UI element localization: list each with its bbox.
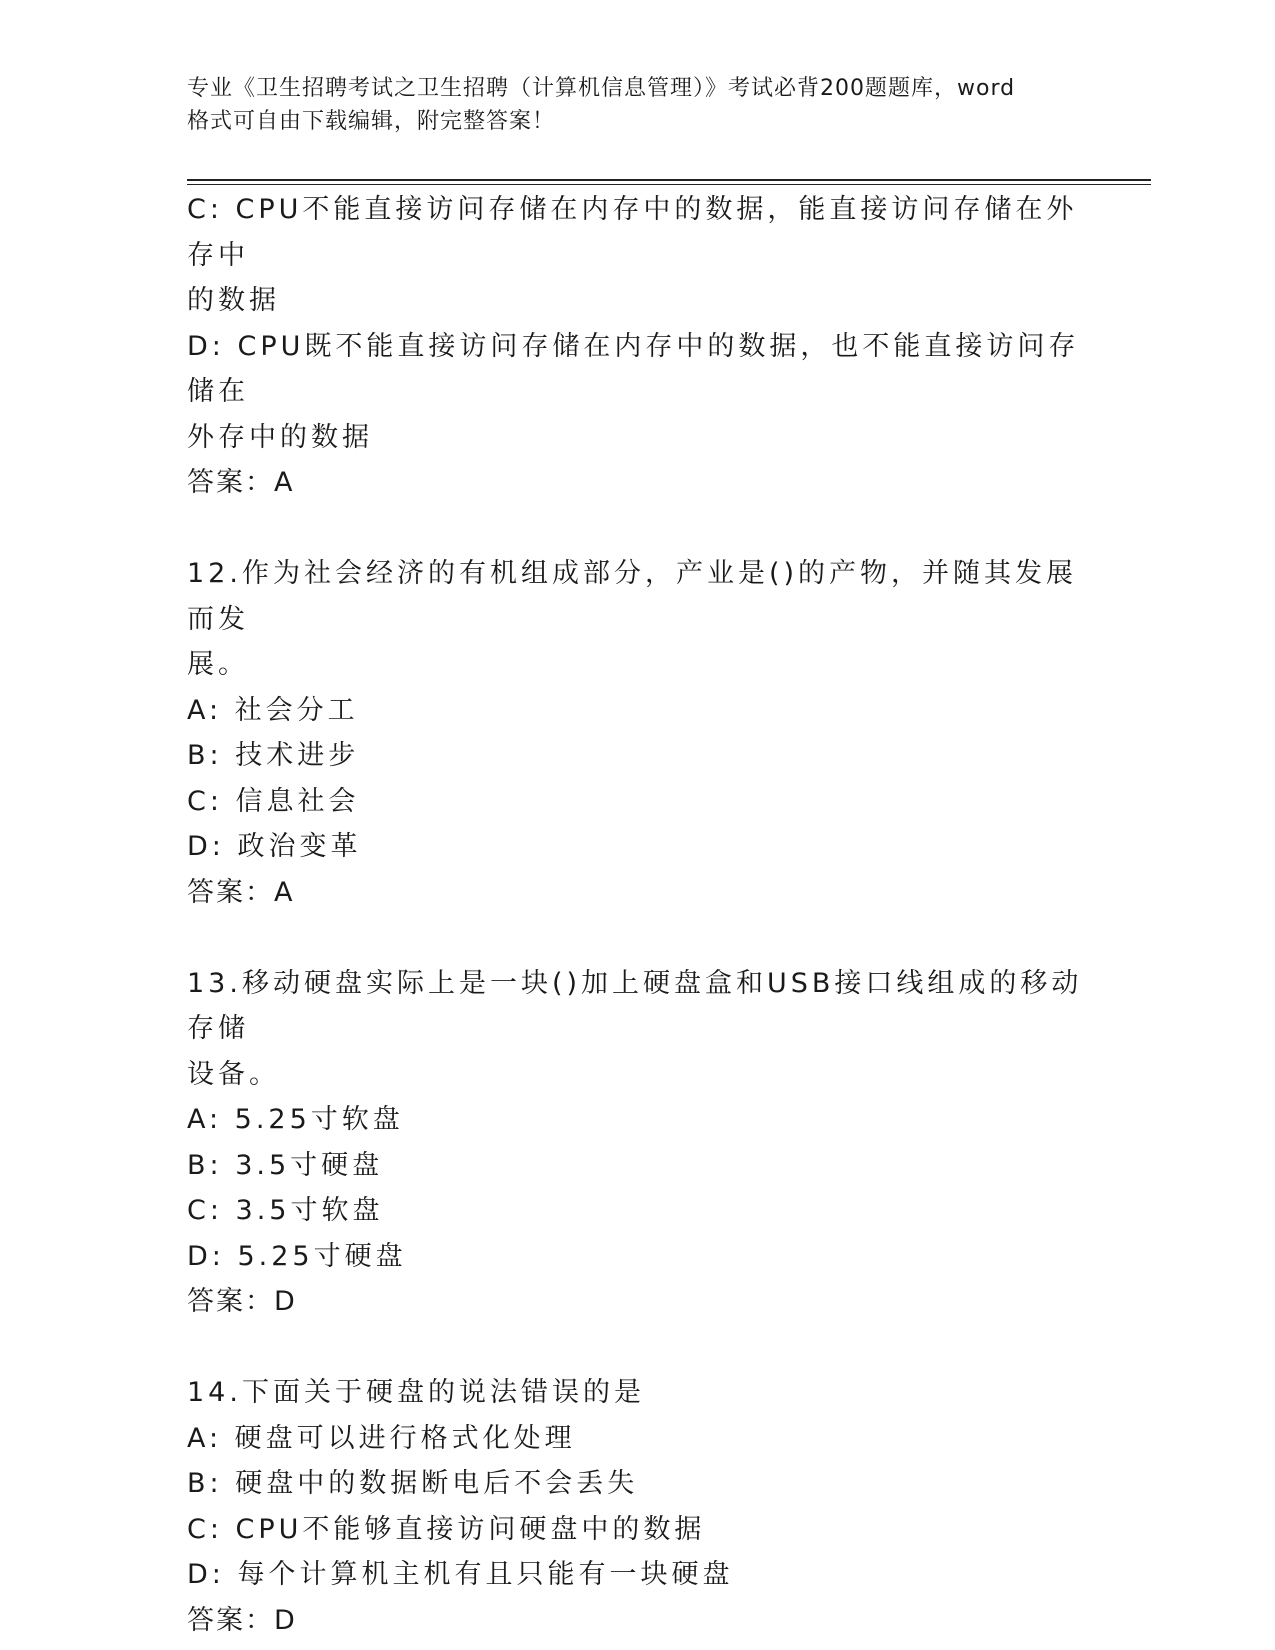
question-list (187, 187, 1087, 1643)
spacer (187, 915, 1087, 961)
question-stem-line-1: 12.作为社会经济的有机组成部分，产业是()的产物，并随其发展而发 (187, 558, 1078, 635)
answer-line: 答案：D (187, 1604, 297, 1636)
option-a: A: 5.25寸软盘 (187, 1104, 404, 1135)
option-c: C: CPU不能够直接访问硬盘中的数据 (187, 1513, 706, 1545)
option-d: D: 5.25寸硬盘 (187, 1240, 407, 1272)
option-c-line-2: 的数据 (187, 285, 280, 316)
option-d-line-1: D: CPU既不能直接访问存储在内存中的数据，也不能直接访问存储在 (187, 330, 1080, 407)
question-block-prev (187, 187, 1087, 506)
document-header (187, 72, 1087, 138)
answer-line: 答案：A (187, 876, 295, 908)
option-c: C: 信息社会 (187, 785, 360, 817)
question-stem-line-1: 14.下面关于硬盘的说法错误的是 (187, 1377, 645, 1408)
header-line-2: 格式可自由下载编辑，附完整答案！ (187, 109, 556, 134)
header-rule-thick (187, 179, 1151, 181)
answer-line: 答案：A (187, 467, 295, 498)
option-b: B: 硬盘中的数据断电后不会丢失 (187, 1468, 639, 1499)
question-stem-line-2: 展。 (187, 649, 249, 680)
question-block-12 (187, 551, 1087, 915)
question-block-13 (187, 961, 1087, 1325)
question-stem-line-1: 13.移动硬盘实际上是一块()加上硬盘盒和USB接口线组成的移动存储 (187, 967, 1083, 1044)
option-b: B: 3.5寸硬盘 (187, 1149, 384, 1181)
option-c: C: 3.5寸软盘 (187, 1195, 384, 1226)
spacer (187, 1325, 1087, 1371)
option-c-line-1: C: CPU不能直接访问存储在内存中的数据，能直接访问存储在外存中 (187, 194, 1078, 271)
header-line-1: 专业《卫生招聘考试之卫生招聘（计算机信息管理）》考试必背200题题库，word (187, 76, 1016, 101)
header-rule-thin (187, 184, 1151, 185)
option-b: B: 技术进步 (187, 740, 360, 771)
option-d: D: 每个计算机主机有且只能有一块硬盘 (187, 1559, 734, 1590)
option-a: A: 硬盘可以进行格式化处理 (187, 1422, 576, 1454)
answer-line: 答案：D (187, 1286, 297, 1317)
option-d: D: 政治变革 (187, 831, 362, 862)
question-block-14 (187, 1370, 1087, 1643)
question-stem-line-2: 设备。 (187, 1058, 280, 1090)
spacer (187, 506, 1087, 552)
option-a: A: 社会分工 (187, 694, 359, 726)
option-d-line-2: 外存中的数据 (187, 421, 373, 453)
